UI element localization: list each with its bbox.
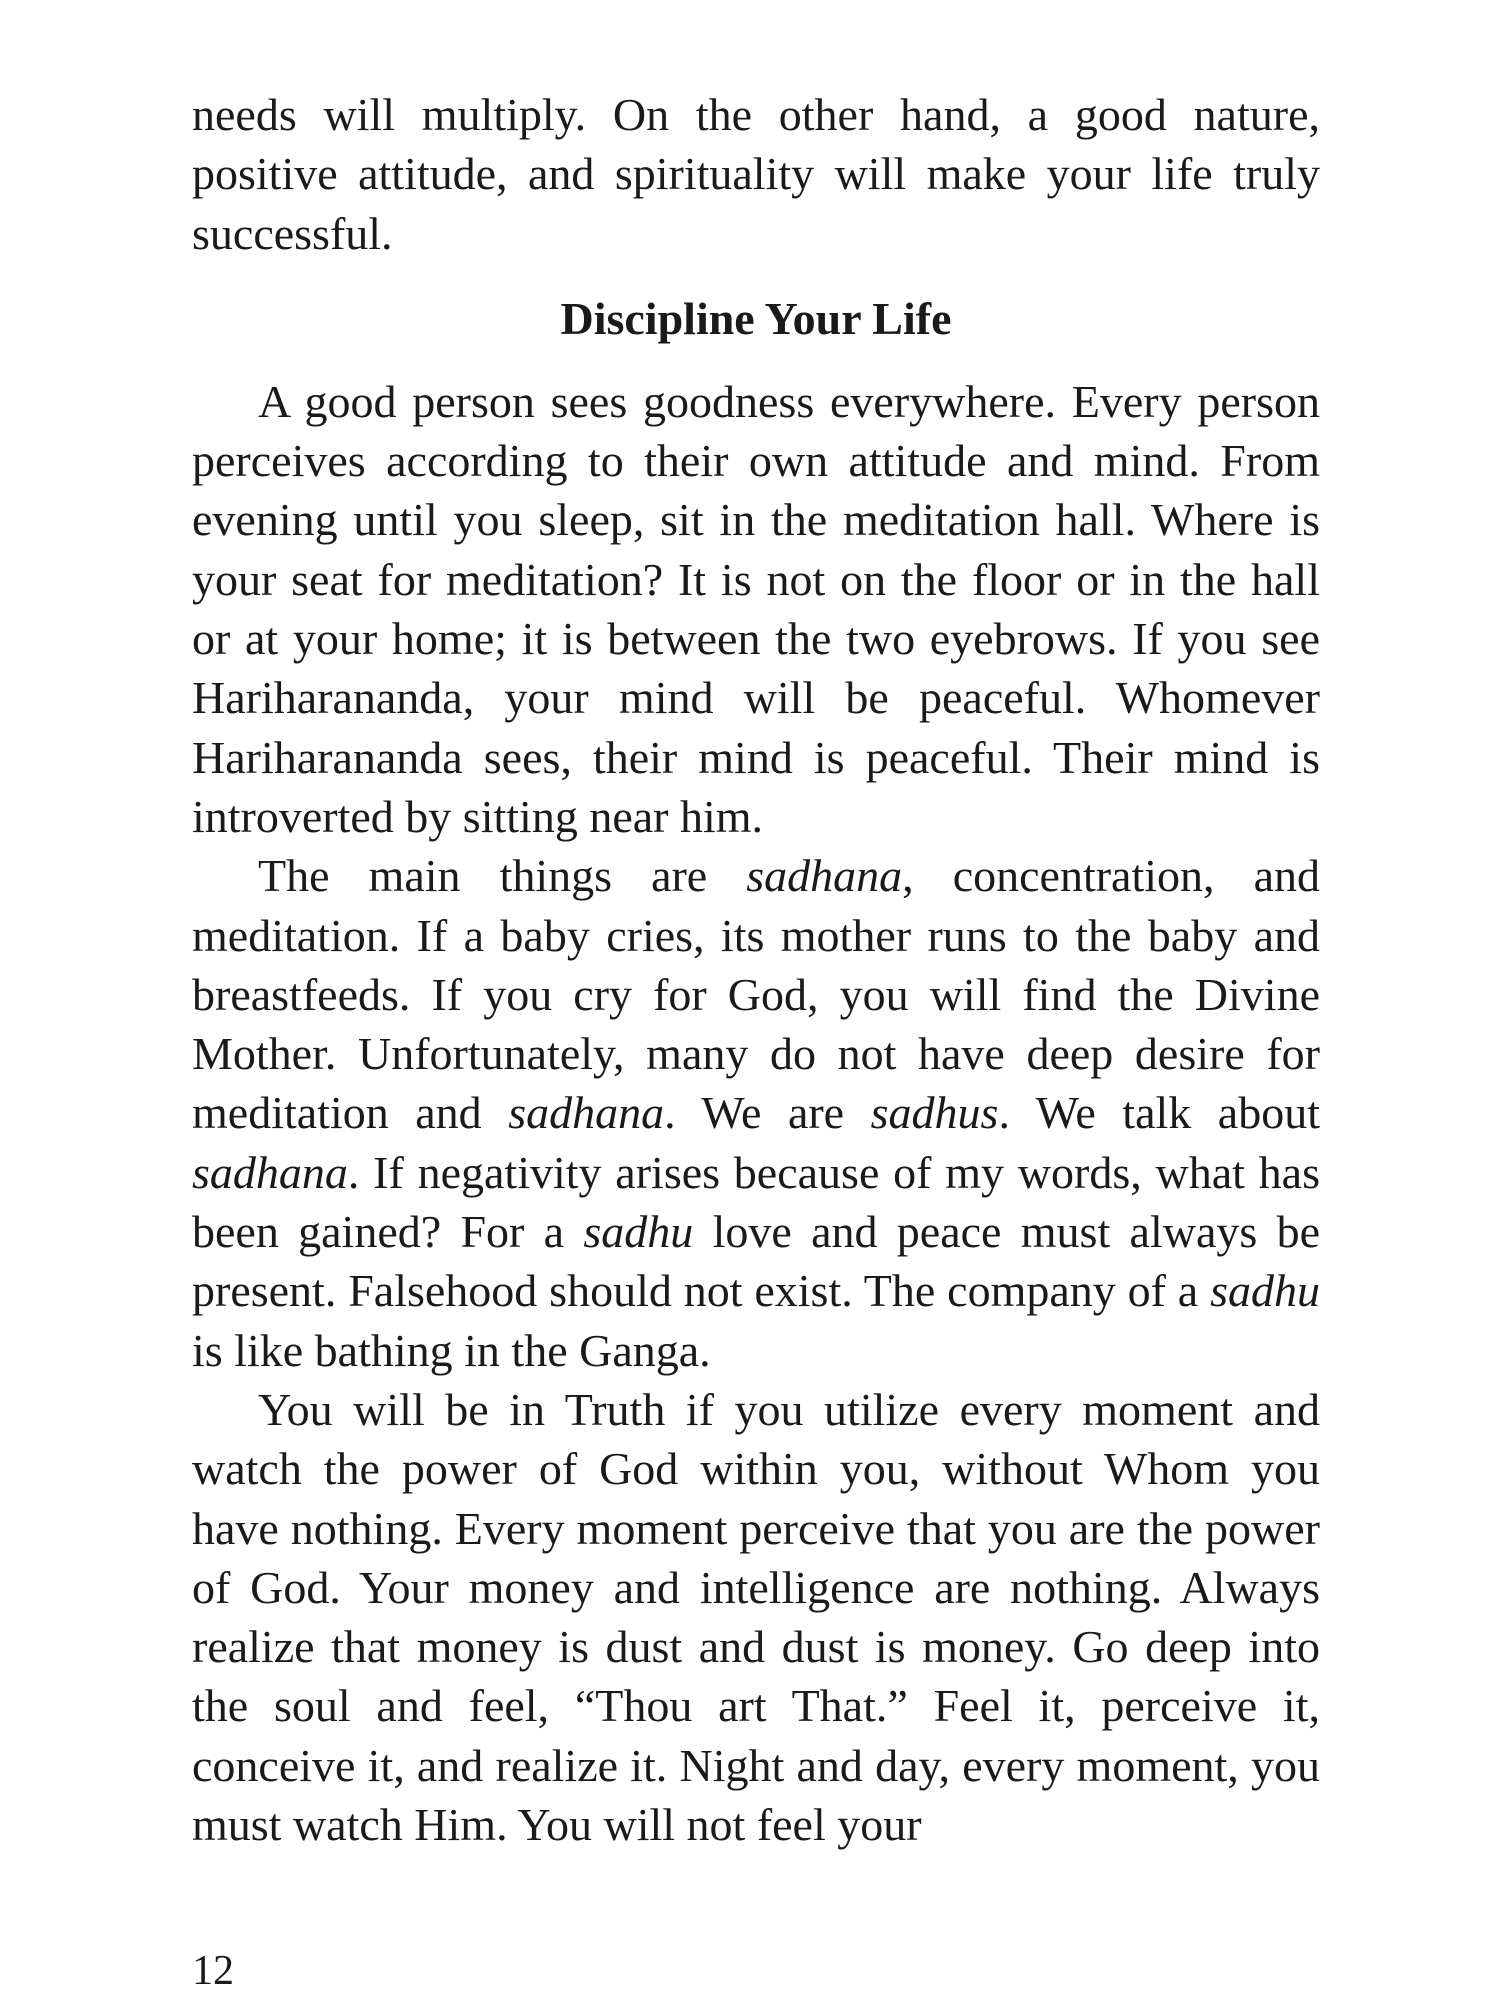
paragraph-3: You will be in Truth if you utilize every moment and watch the power of God within you, without Whom you have nothing. Every moment perceive that you are the power of God. Your money and intelligence are nothing. Always realize that money is dust and dust is money. Go deep into the soul and feel, “Thou art That.” Feel it, perceive it, conceive it, and realize it. Night and day, every moment, you must watch Him. You will not feel your bbox=[192, 1383, 1320, 1851]
paragraph-2-text: The main things are bbox=[258, 850, 747, 902]
italic-term: sadhus bbox=[870, 1087, 999, 1139]
italic-term: sadhana bbox=[192, 1146, 348, 1198]
paragraph-2-text: , concentration, and meditation. If a baby cries, its mother runs to the baby and breastfeeds. If you cry for God, you will find the Divine Mother. Unfortunately, many do not have deep desire for meditation and bbox=[192, 850, 1320, 1139]
paragraph-2-text: love and peace must always be present. Falsehood should not exist. The company of a bbox=[192, 1206, 1320, 1317]
paragraph-2-text: is like bathing in the Ganga. bbox=[192, 1324, 711, 1376]
italic-term: sadhana bbox=[508, 1087, 665, 1139]
paragraph-2-text: . We talk about bbox=[998, 1087, 1320, 1139]
section-heading: Discipline Your Life bbox=[560, 292, 952, 344]
italic-term: sadhu bbox=[1210, 1265, 1320, 1317]
page-number: 12 bbox=[192, 1948, 234, 1994]
paragraph-2 bbox=[192, 846, 1320, 1380]
paragraph-2-text: . If negativity arises because of my words, what has been gained? For a bbox=[192, 1146, 1320, 1258]
paragraph-1: A good person sees goodness everywhere. Every person perceives according to their own attitude and mind. From evening until you sleep, sit in the meditation hall. Where is your seat for meditation? It is not on the floor or in the hall or at your home; it is between the two eyebrows. If you see Hariharananda, your mind will be peaceful. Whomever Hariharananda sees, their mind is peaceful. Their mind is introverted by sitting near him. bbox=[192, 375, 1320, 842]
body-text bbox=[192, 85, 1320, 1854]
italic-term: sadhana bbox=[746, 850, 903, 902]
paragraph-2-text: . We are bbox=[664, 1087, 871, 1139]
italic-term: sadhu bbox=[583, 1206, 694, 1258]
intro-paragraph: needs will multiply. On the other hand, a good nature, positive attitude, and spirituality will make your life truly successful. bbox=[192, 89, 1320, 259]
